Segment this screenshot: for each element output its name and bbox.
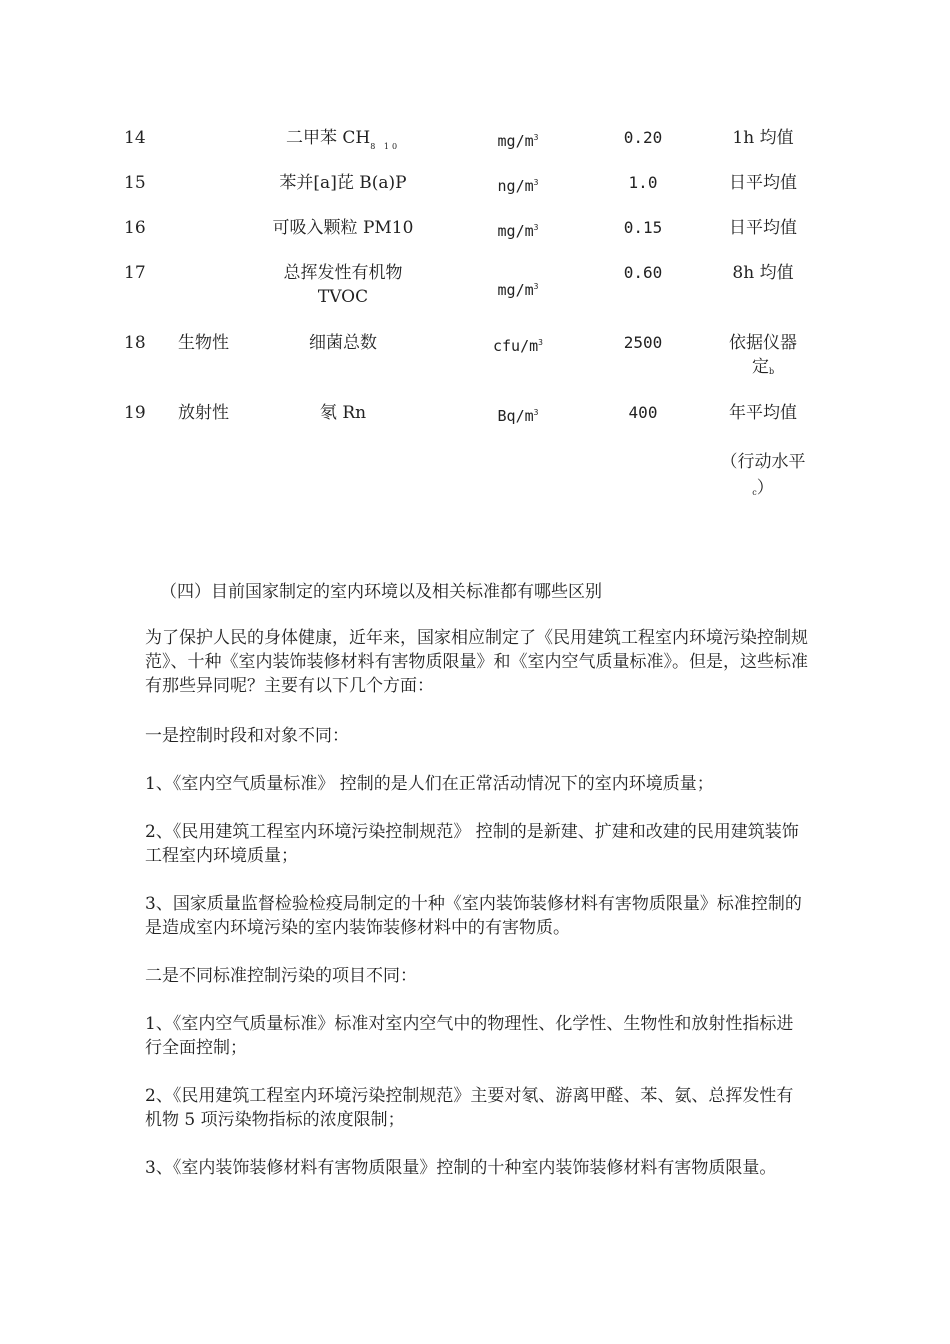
row-parameter: 二甲苯 $CH_{8 10}$ (285, 128, 401, 151)
row-number: 14 (124, 128, 146, 148)
row-unit: $mg/m^3$ (497, 281, 539, 299)
row-number: 15 (124, 173, 146, 193)
row-remark: 依据仪器 定$_b$ (729, 333, 797, 377)
list-item: 3、国家质量监督检验检疫局制定的十种《室内装饰装修材料有害物质限量》标准控制的是造成室内环境污染的室内装饰装修材料中的有害物质。 (145, 894, 802, 938)
row-value: 0.20 (623, 128, 663, 147)
section-title: 二是不同标准控制污染的项目不同： (145, 966, 417, 986)
row-parameter: 可吸入颗粒 PM10 (272, 218, 414, 238)
row-remark: 年平均值 (729, 403, 797, 423)
row-value: 0.15 (623, 218, 663, 237)
row-unit: cfu/$m^3$ (493, 337, 543, 355)
row-parameter: 细菌总数 (309, 333, 377, 353)
row-parameter: 苯并[a]芘 B(a)P (279, 173, 407, 193)
section-title: 一是控制时段和对象不同： (145, 726, 349, 746)
list-item: 2、《民用建筑工程室内环境污染控制规范》主要对氡、游离甲醛、苯、氨、总挥发性有机物 5 项污染物指标的浓度限制； (145, 1086, 794, 1130)
row-value: 2500 (623, 333, 663, 352)
row-value: 400 (628, 403, 658, 422)
row-parameter: 氡 Rn (319, 403, 367, 423)
row-remark-note: （行动水平 $_c$） (720, 452, 806, 498)
list-item: 1、《室内空气质量标准》 控制的是人们在正常活动情况下的室内环境质量； (145, 774, 714, 794)
row-remark: 8h 均值 (732, 263, 794, 283)
intro-paragraph: 为了保护人民的身体健康，近年来，国家相应制定了《民用建筑工程室内环境污染控制规范》、十种《室内装饰装修材料有害物质限量》和《室内空气质量标准》。但是，这些标准有那些异同呢？主要有以下几个方面： (145, 628, 808, 696)
row-value: 1.0 (628, 173, 658, 192)
section-heading: （四）目前国家制定的室内环境以及相关标准都有哪些区别 (160, 582, 602, 602)
row-value: 0.60 (623, 263, 663, 282)
row-unit: $mg/m^3$ (497, 132, 539, 150)
row-number: 18 (124, 333, 146, 353)
row-remark: 日平均值 (729, 173, 797, 193)
row-remark: 日平均值 (729, 218, 797, 238)
row-parameter: 总挥发性有机物 TVOC (283, 263, 403, 307)
list-item: 3、《室内装饰装修材料有害物质限量》控制的十种室内装饰装修材料有害物质限量。 (145, 1158, 777, 1178)
row-unit: $mg/m^3$ (497, 222, 539, 240)
row-unit: $Bq/m^3$ (497, 407, 539, 425)
row-category: 放射性 (178, 403, 229, 423)
row-unit: $ng/m^3$ (497, 177, 539, 195)
row-category: 生物性 (178, 333, 229, 353)
row-number: 16 (124, 218, 146, 238)
row-number: 17 (124, 263, 146, 283)
list-item: 2、《民用建筑工程室内环境污染控制规范》 控制的是新建、扩建和改建的民用建筑装饰工程室内环境质量； (145, 822, 799, 866)
row-remark: 1h 均值 (732, 128, 794, 148)
list-item: 1、《室内空气质量标准》标准对室内空气中的物理性、化学性、生物性和放射性指标进行全面控制； (145, 1014, 794, 1058)
row-number: 19 (124, 403, 146, 423)
